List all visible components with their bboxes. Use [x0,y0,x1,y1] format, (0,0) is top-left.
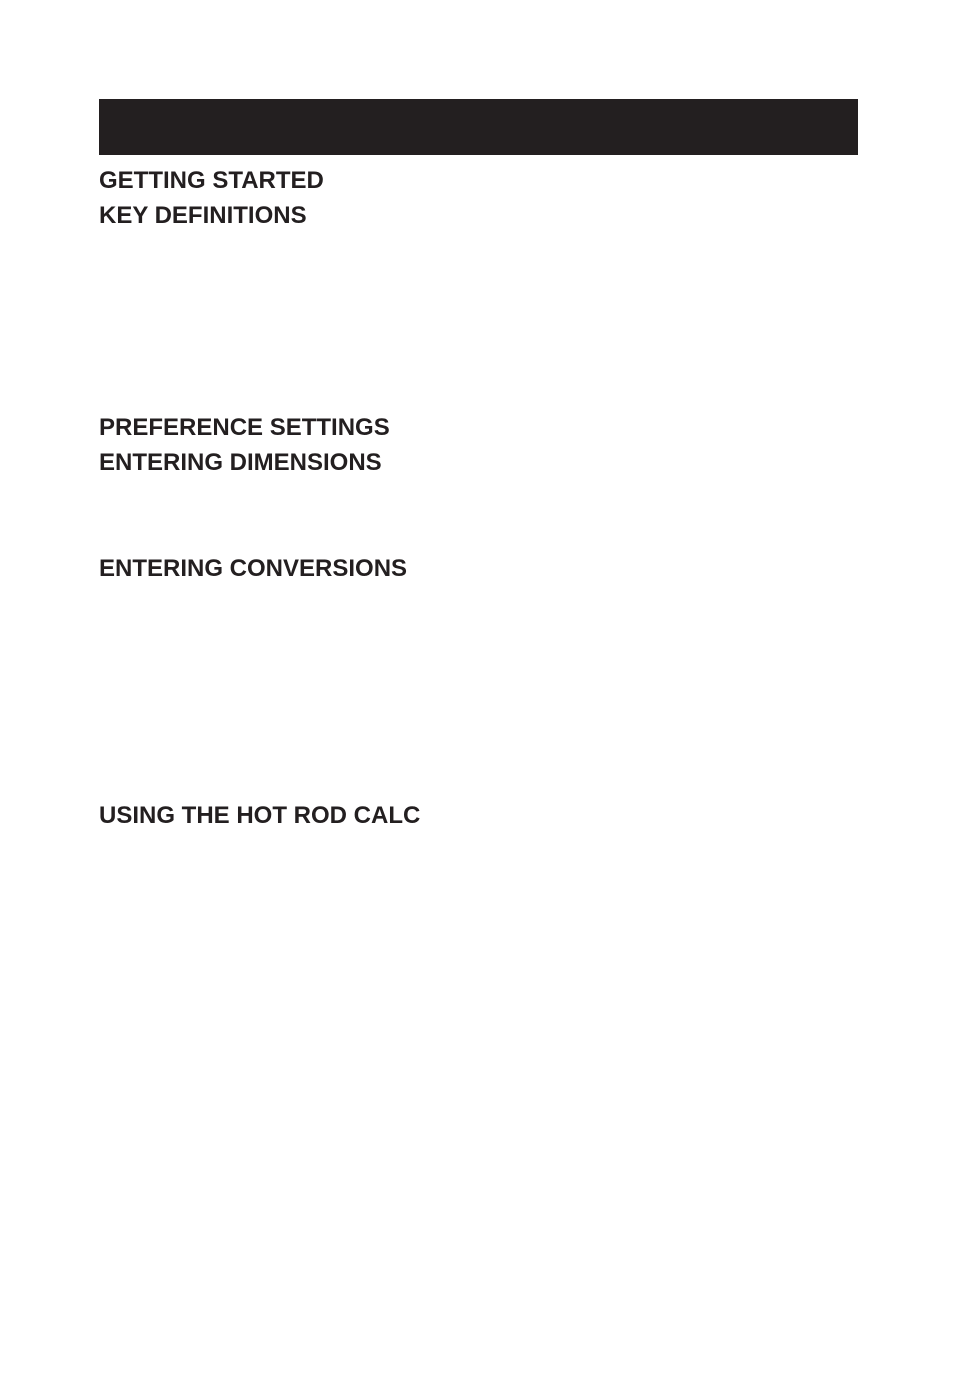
heading-entering-conversions: ENTERING CONVERSIONS [99,555,408,582]
heading-key-definitions: KEY DEFINITIONS [99,202,307,229]
heading-using-the-hot-rod-calc: USING THE HOT ROD CALC [99,802,421,829]
heading-entering-dimensions: ENTERING DIMENSIONS [99,449,382,476]
heading-getting-started: GETTING STARTED [99,167,324,194]
heading-preference-settings: PREFERENCE SETTINGS [99,414,390,441]
header-bar [99,99,858,155]
